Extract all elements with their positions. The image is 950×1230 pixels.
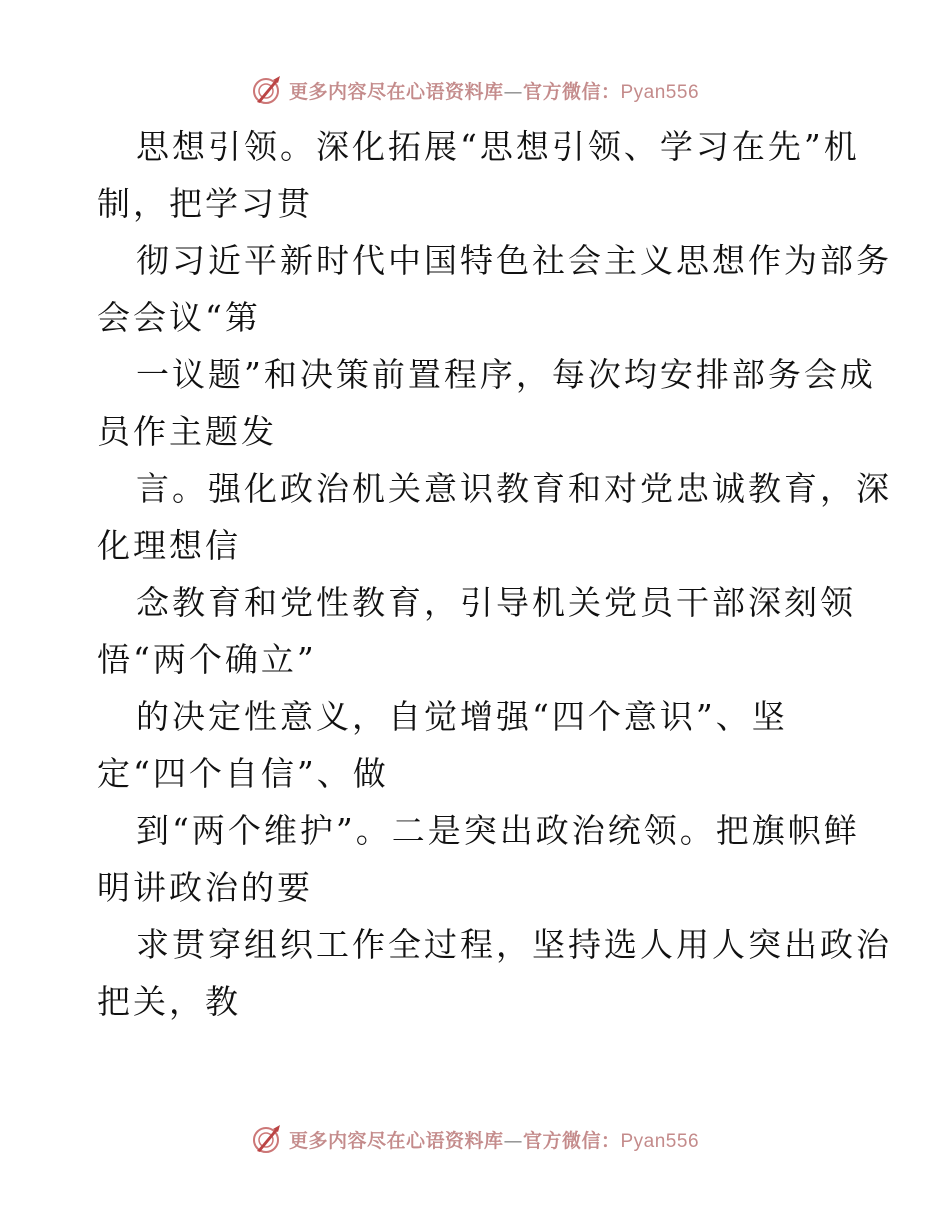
paragraph-line: 会会议“第: [97, 298, 261, 337]
paragraph-line: 定“四个自信”、做: [97, 754, 389, 793]
quill-logo-icon: [251, 74, 283, 106]
paragraph-line: 制，把学习贯: [97, 184, 313, 223]
paragraph: [0, 232, 950, 346]
paragraph-line: 言。强化政治机关意识教育和对党忠诚教育，深: [136, 469, 892, 508]
header-watermark: [0, 70, 950, 110]
footer-watermark: [0, 1119, 950, 1159]
watermark-dash: —: [503, 1129, 523, 1152]
paragraph: [0, 346, 950, 460]
watermark-prefix: 更多内容尽在心语资料库: [288, 1129, 504, 1152]
paragraph-line: 的决定性意义，自觉增强“四个意识”、坚: [136, 697, 788, 736]
paragraph-line: 把关，教: [97, 982, 241, 1021]
watermark-id: Pyan556: [620, 81, 700, 103]
watermark-label: 官方微信：: [522, 80, 621, 103]
paragraph: [0, 802, 950, 916]
paragraph-line: 彻习近平新时代中国特色社会主义思想作为部务: [136, 241, 892, 280]
paragraph: [0, 574, 950, 688]
paragraph-line: 到“两个维护”。二是突出政治统领。把旗帜鲜: [136, 811, 860, 850]
paragraph-line: 思想引领。深化拓展“思想引领、学习在先”机: [136, 127, 860, 166]
document-body: [0, 118, 950, 1030]
paragraph-line: 求贯穿组织工作全过程，坚持选人用人突出政治: [136, 925, 892, 964]
watermark-id: Pyan556: [620, 1130, 700, 1152]
paragraph: [0, 688, 950, 802]
quill-logo-icon: [251, 1123, 283, 1155]
watermark-text: [289, 1126, 699, 1153]
watermark-prefix: 更多内容尽在心语资料库: [288, 80, 504, 103]
watermark-dash: —: [503, 80, 523, 103]
paragraph-line: 化理想信: [97, 526, 241, 565]
paragraph-line: 一议题”和决策前置程序，每次均安排部务会成: [136, 355, 876, 394]
watermark-label: 官方微信：: [522, 1129, 621, 1152]
paragraph-line: 明讲政治的要: [97, 868, 313, 907]
watermark-text: [289, 77, 699, 104]
paragraph-line: 念教育和党性教育，引导机关党员干部深刻领: [136, 583, 856, 622]
paragraph-line: 员作主题发: [97, 412, 277, 451]
paragraph: [0, 916, 950, 1030]
paragraph: [0, 460, 950, 574]
paragraph: [0, 118, 950, 232]
paragraph-line: 悟“两个确立”: [97, 640, 317, 679]
